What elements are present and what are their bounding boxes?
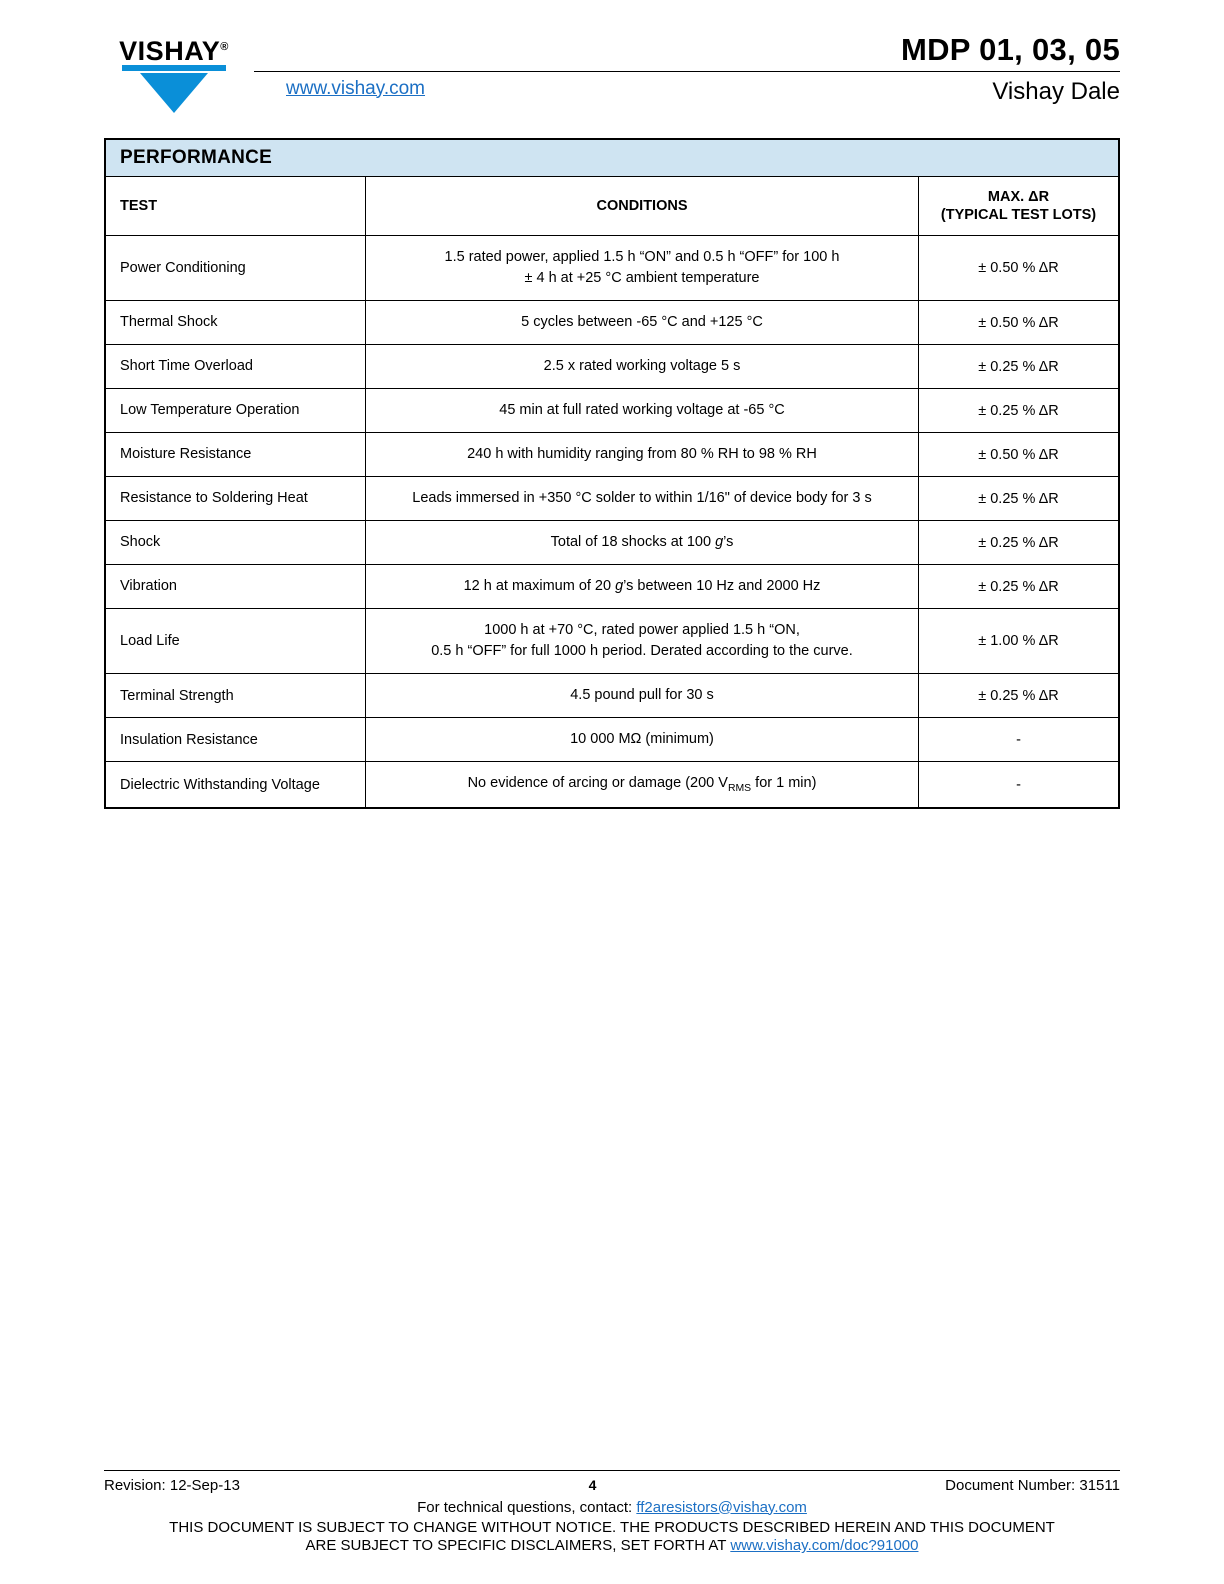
disclaimer-line-2-prefix: ARE SUBJECT TO SPECIFIC DISCLAIMERS, SET FORTH AT (305, 1537, 731, 1555)
cell-test: Thermal Shock (106, 301, 366, 345)
cell-max-dr: - (918, 718, 1118, 762)
cell-max-dr: ± 0.25 % ΔR (918, 389, 1118, 433)
website-link[interactable]: www.vishay.com (286, 77, 426, 99)
table-row (106, 718, 1119, 762)
performance-table-container (104, 138, 1120, 809)
logo-triangle-icon (140, 73, 208, 113)
table-row (106, 301, 1119, 345)
footer-disclaimer (104, 1519, 1120, 1557)
footer-contact (104, 1499, 1120, 1516)
cell-conditions-line2: ± 4 h at +25 °C ambient temperature (524, 270, 760, 287)
section-title: PERFORMANCE (106, 140, 1119, 177)
cell-conditions: 2.5 x rated working voltage 5 s (366, 345, 919, 389)
cell-conditions: 10 000 MΩ (minimum) (366, 718, 919, 762)
revision-label: Revision: 12-Sep-13 (104, 1476, 240, 1494)
brand-name: Vishay Dale (992, 77, 1120, 105)
table-row (106, 762, 1119, 808)
table-row (106, 521, 1119, 565)
cell-conditions: Total of 18 shocks at 100 g’s (366, 521, 919, 565)
table-row (106, 477, 1119, 521)
g-symbol: g (715, 534, 724, 551)
header-divider (254, 71, 1120, 72)
cell-test: Load Life (106, 609, 366, 674)
cell-test: Vibration (106, 565, 366, 609)
cell-test: Short Time Overload (106, 345, 366, 389)
cell-max-dr: - (918, 762, 1118, 808)
registered-mark: ® (220, 41, 229, 53)
cell-max-dr: ± 1.00 % ΔR (918, 609, 1118, 674)
disclaimer-line-1: THIS DOCUMENT IS SUBJECT TO CHANGE WITHOUT NOTICE. THE PRODUCTS DESCRIBED HEREIN AND THIS DOCUMENT (169, 1518, 1055, 1536)
table-row (106, 236, 1119, 301)
table-column-header-row (106, 177, 1119, 236)
cell-max-dr: ± 0.25 % ΔR (918, 477, 1118, 521)
cell-max-dr: ± 0.25 % ΔR (918, 521, 1118, 565)
cell-conditions: 4.5 pound pull for 30 s (366, 674, 919, 718)
table-row (106, 345, 1119, 389)
cell-max-dr: ± 0.50 % ΔR (918, 433, 1118, 477)
cell-test: Resistance to Soldering Heat (106, 477, 366, 521)
cell-max-dr: ± 0.50 % ΔR (918, 301, 1118, 345)
table-row (106, 433, 1119, 477)
cell-max-dr: ± 0.25 % ΔR (918, 565, 1118, 609)
cell-test: Dielectric Withstanding Voltage (106, 762, 366, 808)
cell-test: Moisture Resistance (106, 433, 366, 477)
cell-conditions: 45 min at full rated working voltage at -65 °C (366, 389, 919, 433)
table-row (106, 609, 1119, 674)
page-header (104, 0, 1120, 110)
column-header-max-dr (918, 177, 1118, 236)
cell-conditions (366, 236, 919, 301)
footer-top-row (104, 1477, 1120, 1494)
cell-conditions: No evidence of arcing or damage (200 $V_{RMS}$ for 1 min) (366, 762, 919, 808)
vishay-logo-text (104, 38, 244, 65)
vishay-logo (104, 38, 244, 113)
g-symbol: g (615, 578, 624, 595)
rms-subscript: RMS (727, 783, 752, 795)
table-row (106, 674, 1119, 718)
page-footer (104, 1470, 1120, 1557)
column-header-max-dr-line1: MAX. ΔR (987, 189, 1050, 205)
page-number: 4 (588, 1476, 597, 1493)
header-right-block (104, 34, 1120, 106)
table-section-header-row (106, 140, 1119, 177)
cell-test: Low Temperature Operation (106, 389, 366, 433)
cell-test: Power Conditioning (106, 236, 366, 301)
column-header-max-dr-line2: (TYPICAL TEST LOTS) (940, 207, 1097, 224)
cell-conditions: 12 h at maximum of 20 g’s between 10 Hz and 2000 Hz (366, 565, 919, 609)
document-number: Document Number: 31511 (945, 1476, 1120, 1494)
page-title: MDP 01, 03, 05 (900, 32, 1120, 67)
cell-conditions: Leads immersed in +350 °C solder to within 1/16" of device body for 3 s (366, 477, 919, 521)
cell-conditions-line1: 1.5 rated power, applied 1.5 h “ON” and 0.5 h “OFF” for 100 h (444, 249, 840, 266)
cell-max-dr: ± 0.25 % ΔR (918, 674, 1118, 718)
header-subrow (254, 78, 1120, 106)
cell-max-dr: ± 0.50 % ΔR (918, 236, 1118, 301)
cell-test: Insulation Resistance (106, 718, 366, 762)
cell-test: Shock (106, 521, 366, 565)
column-header-test: TEST (106, 177, 366, 236)
vishay-wordmark: VISHAY (119, 36, 221, 66)
contact-email-link[interactable]: ff2aresistors@vishay.com (636, 1498, 807, 1516)
column-header-conditions: CONDITIONS (366, 177, 919, 236)
table-row (106, 389, 1119, 433)
cell-test: Terminal Strength (106, 674, 366, 718)
disclaimer-link[interactable]: www.vishay.com/doc?91000 (730, 1537, 919, 1555)
cell-conditions: 5 cycles between -65 °C and +125 °C (366, 301, 919, 345)
performance-table (105, 139, 1119, 808)
table-row (106, 565, 1119, 609)
cell-max-dr: ± 0.25 % ΔR (918, 345, 1118, 389)
cell-conditions-line1: 1000 h at +70 °C, rated power applied 1.5 h “ON, (484, 622, 800, 639)
disclaimer-line-2 (104, 1537, 1120, 1556)
cell-conditions: 240 h with humidity ranging from 80 % RH to 98 % RH (366, 433, 919, 477)
cell-conditions-line2: 0.5 h “OFF” for full 1000 h period. Derated according to the curve. (431, 643, 853, 660)
cell-conditions (366, 609, 919, 674)
footer-divider (104, 1470, 1120, 1471)
contact-prefix: For technical questions, contact: (417, 1498, 637, 1516)
